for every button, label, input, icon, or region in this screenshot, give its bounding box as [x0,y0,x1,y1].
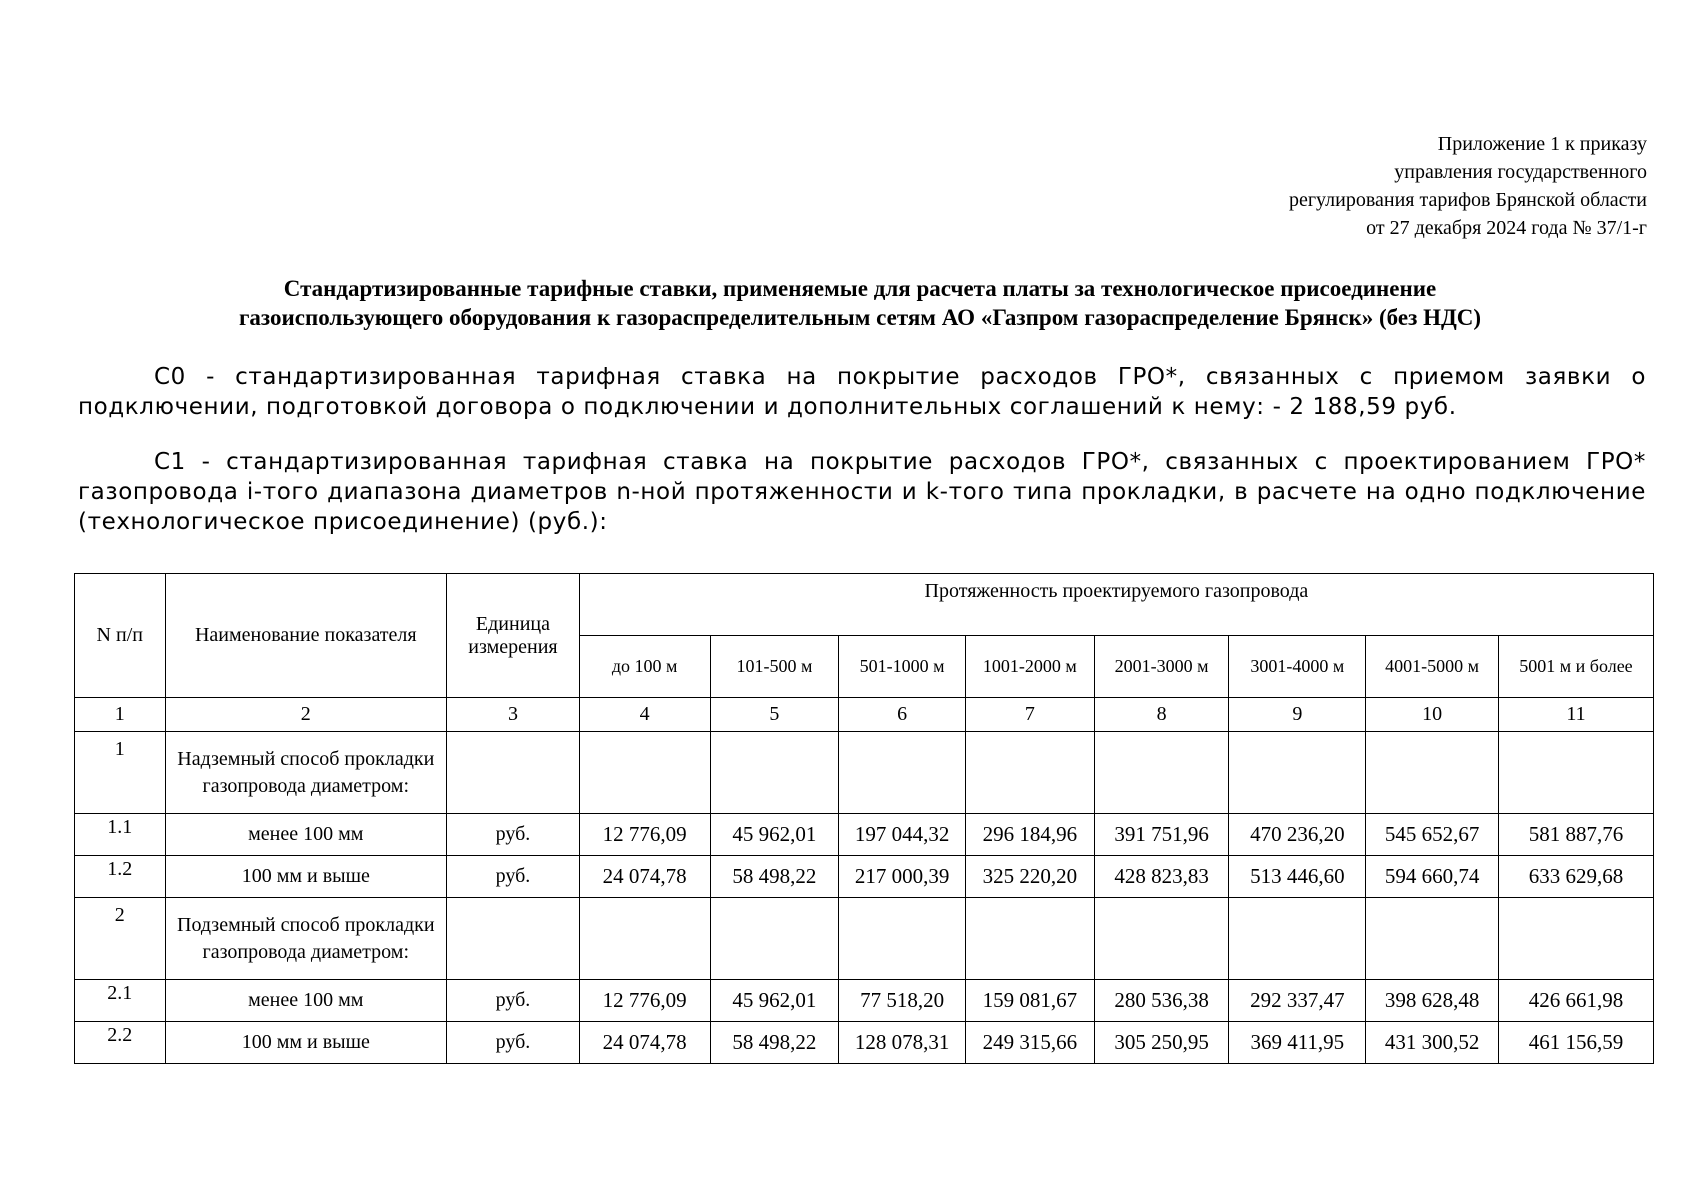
column-number: 6 [839,698,966,732]
empty-cell [579,898,710,980]
title-line: газоиспользующего оборудования к газораспределительным сетям АО «Газпром газораспределение Брянск» (без НДС) [238,305,1482,330]
approval-line: регулирования тарифов Брянской области [1288,189,1647,211]
title-line: Стандартизированные тарифные ставки, применяемые для расчета платы за технологическое присоединение [283,276,1437,301]
column-number: 1 [75,698,166,732]
row-unit: руб. [447,856,580,898]
column-number: 7 [965,698,1094,732]
empty-cell [839,898,966,980]
empty-cell [965,898,1094,980]
section-name: Надземный способ прокладки газопровода диаметром: [165,732,447,814]
table-row [75,856,1654,898]
row-unit: руб. [447,814,580,856]
value-cell: 249 315,66 [965,1022,1094,1064]
value-cell: 217 000,39 [839,856,966,898]
row-number: 2.2 [75,1022,166,1064]
empty-cell [1498,898,1653,980]
header-length: 101-500 м [710,636,839,698]
value-cell: 296 184,96 [965,814,1094,856]
empty-cell [1094,898,1229,980]
value-cell: 77 518,20 [839,980,966,1022]
document-title [50,274,1670,332]
row-name: менее 100 мм [165,980,447,1022]
row-name: менее 100 мм [165,814,447,856]
header-length: 2001-3000 м [1094,636,1229,698]
approval-block [1289,130,1647,242]
paragraph-c0: С0 - стандартизированная тарифная ставка на покрытие расходов ГРО*, связанных с приемом заявки о подключении, подготовкой договора о подключении и дополнительных соглашений к нему: - 2 188,59 руб. [78,364,1646,420]
row-name: 100 мм и выше [165,856,447,898]
section-number: 2 [75,898,166,980]
empty-cell [1366,732,1499,814]
empty-cell [710,898,839,980]
header-length: 4001-5000 м [1366,636,1499,698]
approval-line: от 27 декабря 2024 года № 37/1-г [1366,217,1647,239]
value-cell: 292 337,47 [1229,980,1366,1022]
empty-cell [1229,898,1366,980]
value-cell: 369 411,95 [1229,1022,1366,1064]
header-unit: Единица измерения [447,574,580,698]
header-name: Наименование показателя [165,574,447,698]
table-row [75,980,1654,1022]
value-cell: 159 081,67 [965,980,1094,1022]
approval-line: Приложение 1 к приказу [1437,133,1647,155]
header-n: N п/п [75,574,166,698]
row-number: 1.1 [75,814,166,856]
value-cell: 305 250,95 [1094,1022,1229,1064]
column-number: 8 [1094,698,1229,732]
row-unit: руб. [447,1022,580,1064]
value-cell: 633 629,68 [1498,856,1653,898]
value-cell: 545 652,67 [1366,814,1499,856]
row-number: 1.2 [75,856,166,898]
value-cell: 45 962,01 [710,980,839,1022]
column-number: 5 [710,698,839,732]
section-row [75,732,1654,814]
value-cell: 58 498,22 [710,1022,839,1064]
value-cell: 431 300,52 [1366,1022,1499,1064]
table-row [75,814,1654,856]
header-row [75,574,1654,636]
empty-cell [579,732,710,814]
section-name: Подземный способ прокладки газопровода диаметром: [165,898,447,980]
value-cell: 428 823,83 [1094,856,1229,898]
value-cell: 513 446,60 [1229,856,1366,898]
value-cell: 280 536,38 [1094,980,1229,1022]
table-body [75,574,1654,1064]
empty-cell [447,898,580,980]
empty-cell [710,732,839,814]
column-number: 11 [1498,698,1653,732]
value-cell: 325 220,20 [965,856,1094,898]
value-cell: 197 044,32 [839,814,966,856]
empty-cell [839,732,966,814]
value-cell: 24 074,78 [579,856,710,898]
value-cell: 24 074,78 [579,1022,710,1064]
approval-line: управления государственного [1394,161,1647,183]
value-cell: 398 628,48 [1366,980,1499,1022]
row-unit: руб. [447,980,580,1022]
empty-cell [447,732,580,814]
value-cell: 594 660,74 [1366,856,1499,898]
header-length: 1001-2000 м [965,636,1094,698]
tariff-table [74,573,1654,1064]
empty-cell [1094,732,1229,814]
empty-cell [1229,732,1366,814]
column-number: 9 [1229,698,1366,732]
column-number: 3 [447,698,580,732]
value-cell: 391 751,96 [1094,814,1229,856]
value-cell: 128 078,31 [839,1022,966,1064]
column-number: 10 [1366,698,1499,732]
header-length: 501-1000 м [839,636,966,698]
value-cell: 426 661,98 [1498,980,1653,1022]
value-cell: 470 236,20 [1229,814,1366,856]
header-length: 3001-4000 м [1229,636,1366,698]
table-row [75,1022,1654,1064]
header-length: до 100 м [579,636,710,698]
row-number: 2.1 [75,980,166,1022]
empty-cell [1498,732,1653,814]
column-number: 2 [165,698,447,732]
value-cell: 58 498,22 [710,856,839,898]
value-cell: 45 962,01 [710,814,839,856]
value-cell: 12 776,09 [579,814,710,856]
empty-cell [1366,898,1499,980]
header-length-group: Протяженность проектируемого газопровода [579,574,1653,636]
section-number: 1 [75,732,166,814]
empty-cell [965,732,1094,814]
column-numbers-row [75,698,1654,732]
section-row [75,898,1654,980]
paragraph-c1: С1 - стандартизированная тарифная ставка на покрытие расходов ГРО*, связанных с проектированием ГРО* газопровода i-того диапазона диаметров n-ной протяженности и k-того типа прокладки, в расчете на одно подключение (технологическое присоединение) (руб.): [78,449,1646,535]
value-cell: 461 156,59 [1498,1022,1653,1064]
header-length: 5001 м и более [1498,636,1653,698]
row-name: 100 мм и выше [165,1022,447,1064]
value-cell: 581 887,76 [1498,814,1653,856]
column-number: 4 [579,698,710,732]
value-cell: 12 776,09 [579,980,710,1022]
